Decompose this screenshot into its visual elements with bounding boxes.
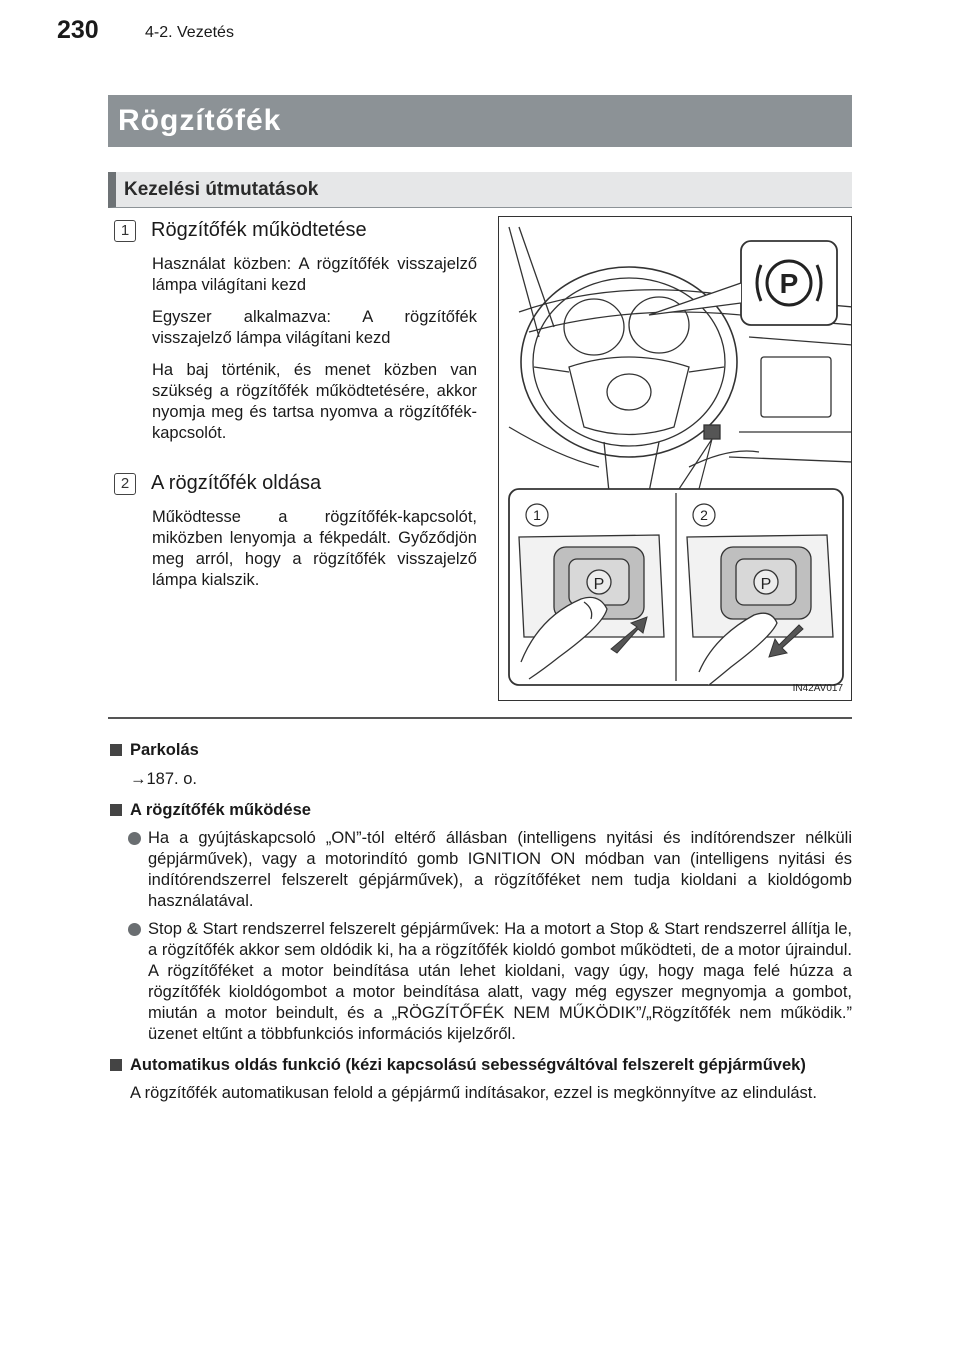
square-bullet-icon bbox=[110, 1059, 122, 1071]
subtitle: Kezelési útmutatások bbox=[124, 179, 319, 200]
callout-1-label: 1 bbox=[533, 507, 541, 523]
step-paragraph: Egyszer alkalmazva: A rögzítőfék visszajelző lámpa világítani kezd bbox=[152, 308, 477, 347]
button-letter-left: P bbox=[593, 576, 605, 593]
square-bullet-icon bbox=[110, 744, 122, 756]
subtitle-bar bbox=[108, 172, 852, 208]
note-heading-auto-release bbox=[108, 1055, 852, 1076]
divider bbox=[108, 717, 852, 719]
page-reference: →187. o. bbox=[130, 770, 197, 788]
step-1 bbox=[114, 219, 484, 455]
note-text: A rögzítőfék automatikusan felold a gépjármű indításakor, ezzel is megkönnyítve az elindulást. bbox=[130, 1084, 817, 1102]
note-heading-text: Parkolás bbox=[130, 741, 199, 759]
round-bullet-icon bbox=[128, 923, 141, 936]
round-bullet-icon bbox=[128, 832, 141, 845]
notes-section bbox=[108, 730, 852, 1104]
figure-code: IN42AV017 bbox=[792, 683, 843, 694]
callout-2-label: 2 bbox=[700, 507, 708, 523]
parking-brake-illustration bbox=[498, 216, 852, 701]
bullet-text: Ha a gyújtáskapcsoló „ON”-tól eltérő állásban (intelligens nyitási és indítórendszer nélküli gépjárművek), vagy a motorindító gomb IGNITION ON módban van (intelligens nyitási és indítórendszerrel felszerelt gépjárművek), a rögzítőféket nem tudja kioldani a kioldógomb használatával. bbox=[148, 829, 852, 910]
step-paragraph: Használat közben: A rögzítőfék visszajelző lámpa világítani kezd bbox=[152, 255, 477, 294]
step-body-1 bbox=[152, 254, 477, 444]
section-label: 4-2. Vezetés bbox=[145, 24, 234, 41]
page-title-bar bbox=[108, 95, 852, 147]
note-heading-operation bbox=[108, 800, 852, 821]
bullet-text: Stop & Start rendszerrel felszerelt gépjárművek: Ha a motort a Stop & Start rendszerrel állítja le, a rögzítőfék akkor sem oldódik ki, ha a rögzítőfék kioldó gombot működteti, de a motor újraindul. A rögzítőféket a motor beindítása után lehet kioldani, vagy úgy, hogy maga felé húzza a rögzítőfék kioldógombot a motor beindítása alatt, vagy még egyszer megnyomja a gombot, miután a motor beindult, és a „RÖGZÍTŐFÉK NEM MŰKÖDIK”/„Rögzítőfék nem működik.” üzenet eltűnt a többfunkciós információs kijelzőről. bbox=[148, 920, 852, 1043]
step-title-2: A rögzítőfék oldása bbox=[151, 472, 322, 494]
step-paragraph: Működtesse a rögzítőfék-kapcsolót, miközben lenyomja a fékpedált. Győződjön meg arról, hogy a rögzítőfék visszajelző lámpa kialszik. bbox=[152, 508, 477, 589]
parking-brake-letter: P bbox=[779, 268, 799, 299]
note-heading-parking bbox=[108, 740, 852, 761]
step-body-2 bbox=[152, 507, 477, 591]
step-number-1: 1 bbox=[114, 220, 136, 242]
step-number-2: 2 bbox=[114, 473, 136, 495]
step-title-1: Rögzítőfék működtetése bbox=[151, 219, 367, 241]
bullet-item bbox=[128, 828, 852, 912]
note-heading-text: A rögzítőfék működése bbox=[130, 801, 311, 819]
square-bullet-icon bbox=[110, 804, 122, 816]
note-heading-text: Automatikus oldás funkció (kézi kapcsolású sebességváltóval felszerelt gépjárművek) bbox=[130, 1056, 806, 1074]
page-number: 230 bbox=[57, 16, 99, 44]
dashboard-drawing bbox=[499, 217, 852, 701]
button-letter-right: P bbox=[760, 576, 772, 593]
step-paragraph: Ha baj történik, és menet közben van szükség a rögzítőfék működtetésére, akkor nyomja meg és tartsa nyomva a rögzítőfék-kapcsolót. bbox=[152, 361, 477, 442]
step-2 bbox=[114, 472, 484, 602]
page-title: Rögzítőfék bbox=[118, 104, 282, 137]
bullet-item bbox=[128, 919, 852, 1045]
